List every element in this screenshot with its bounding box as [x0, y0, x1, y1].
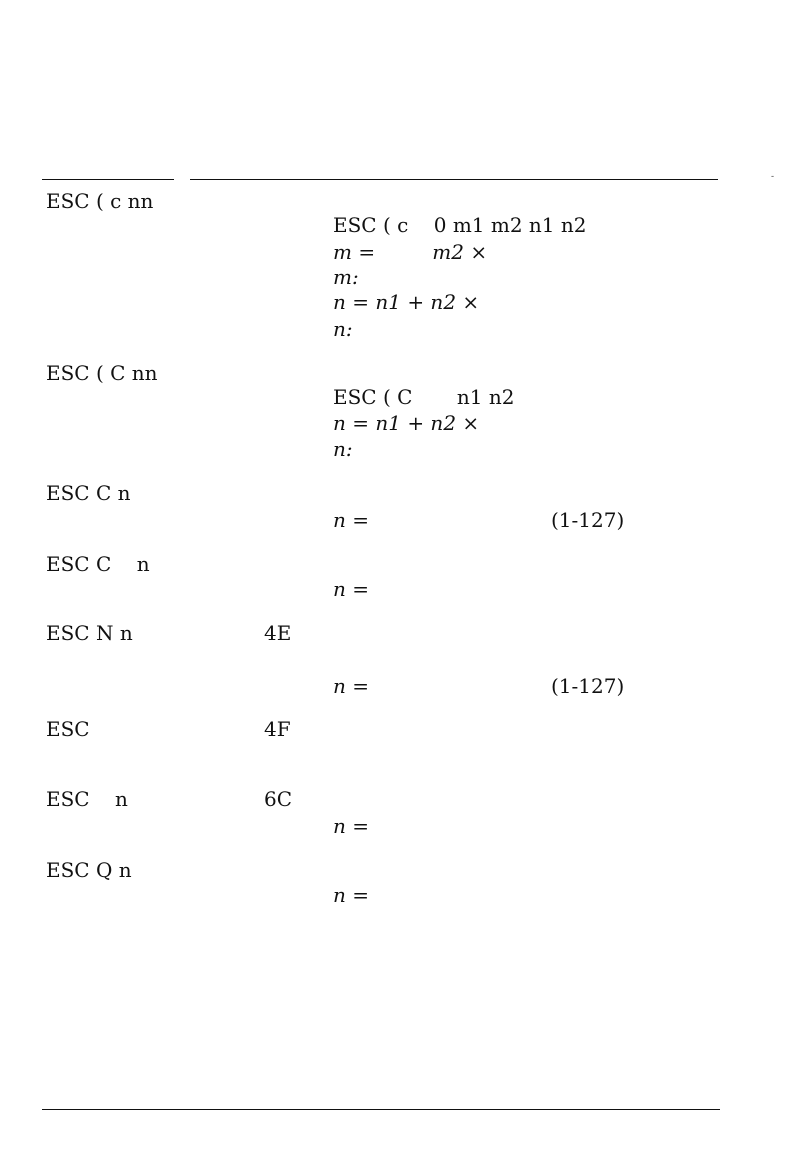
param-line: n:: [333, 317, 353, 341]
command-name: ESC ( c nn: [46, 189, 154, 213]
param-range: (1-127): [551, 508, 625, 532]
header-rule-left: [42, 179, 174, 180]
param-line: ESC ( c 0 m1 m2 n1 n2: [333, 213, 587, 237]
command-name: ESC C n: [46, 481, 131, 505]
command-hex: 4E: [264, 621, 292, 645]
command-name: ESC N n: [46, 621, 133, 645]
param-line: n = n1 + n2 ×: [333, 290, 480, 314]
margin-mark: -: [771, 172, 775, 182]
command-name: ESC C n: [46, 552, 150, 576]
command-name: ESC ( C nn: [46, 361, 158, 385]
param-line: n =: [333, 577, 369, 601]
param-line: n:: [333, 437, 353, 461]
param-line: n = n1 + n2 ×: [333, 411, 480, 435]
command-name: ESC n: [46, 787, 128, 811]
footer-rule: [42, 1109, 720, 1110]
param-range: (1-127): [551, 674, 625, 698]
param-line: ESC ( C n1 n2: [333, 385, 515, 409]
param-line: n =: [333, 674, 369, 698]
command-name: ESC Q n: [46, 858, 132, 882]
param-line: m = m2 ×: [333, 240, 488, 264]
command-hex: 4F: [264, 717, 291, 741]
param-line: n =: [333, 883, 369, 907]
param-line: n =: [333, 814, 369, 838]
param-line: n =: [333, 508, 369, 532]
command-name: ESC: [46, 717, 90, 741]
command-hex: 6C: [264, 787, 293, 811]
param-line: m:: [333, 265, 359, 289]
header-rule-right: [190, 179, 718, 180]
